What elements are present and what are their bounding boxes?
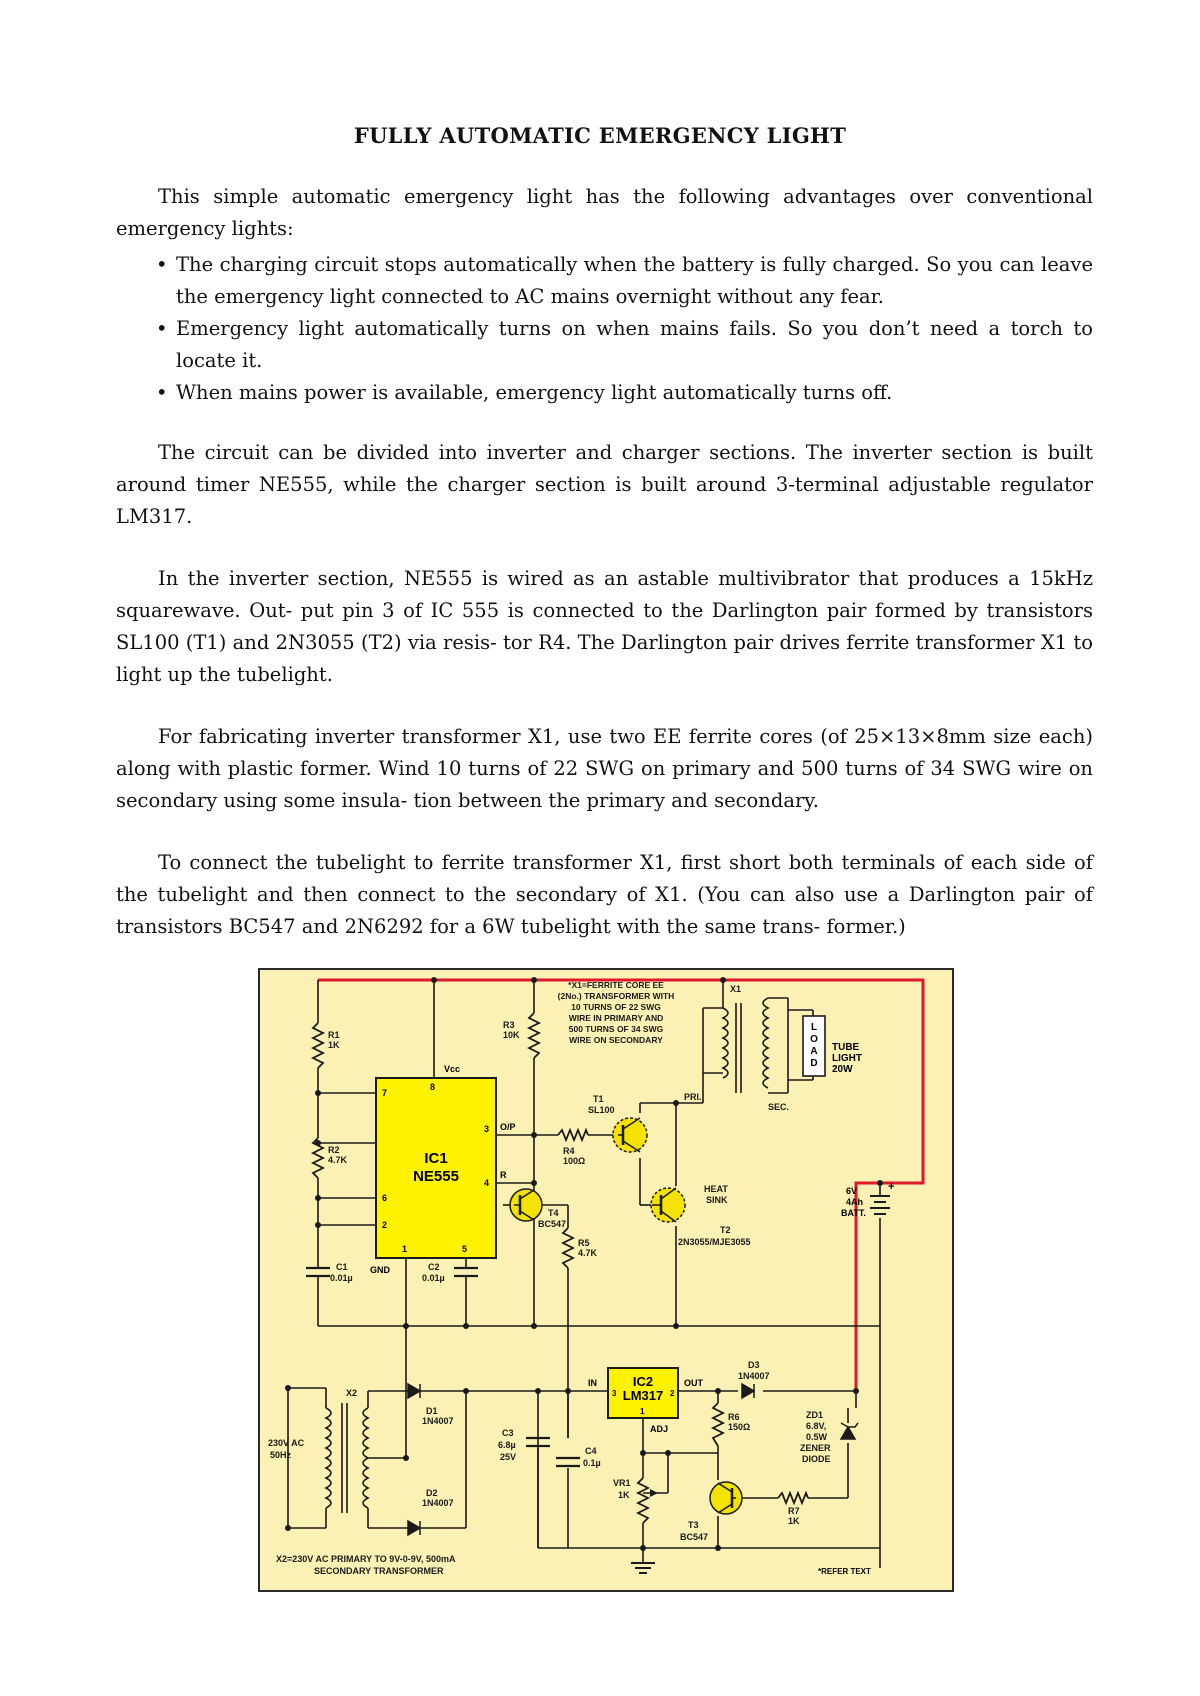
paragraph-inverter — [116, 563, 1093, 691]
d3-label: D3 — [748, 1360, 760, 1370]
ic1-pin-3: 3 — [484, 1124, 490, 1134]
zd1-spec: DIODE — [802, 1454, 831, 1464]
zd1-label: ZD1 — [806, 1410, 824, 1420]
x2-label: X2 — [346, 1388, 358, 1398]
zd1-spec: ZENER — [800, 1443, 831, 1453]
r6-value: 150Ω — [728, 1422, 751, 1432]
advantage-item: • The charging circuit stops automatically when the battery is fully charged. So you can leave the emergency light connected to AC mains overnight without any fear. — [116, 249, 1093, 313]
transistor-t1 — [613, 1118, 647, 1152]
ic2-pin-in: 3 — [612, 1389, 617, 1398]
zd1-spec: 6.8V, — [806, 1421, 827, 1431]
load-letter: A — [810, 1046, 818, 1057]
d1-label: D1 — [426, 1406, 438, 1416]
c2-label: C2 — [428, 1262, 440, 1272]
paragraph-transformer — [116, 721, 1093, 817]
r2-value: 4.7K — [328, 1155, 348, 1165]
ic2-out-label: OUT — [684, 1378, 703, 1388]
ic2-name: IC2 — [632, 1374, 654, 1389]
t2-heat-sink: SINK — [706, 1195, 728, 1205]
t3-part: BC547 — [680, 1532, 709, 1542]
tube-label: 20W — [832, 1064, 853, 1075]
r1-label: R1 — [328, 1030, 340, 1040]
d2-part: 1N4007 — [422, 1498, 454, 1508]
transistor-t3 — [710, 1482, 742, 1514]
c1-label: C1 — [336, 1262, 348, 1272]
r7-value: 1K — [788, 1516, 800, 1526]
ic2-pin-out: 2 — [670, 1389, 675, 1398]
ic1-gnd-label: GND — [370, 1265, 390, 1275]
mains-terminal — [285, 1525, 291, 1531]
tube-label: TUBE — [832, 1042, 860, 1053]
advantage-item: • When mains power is available, emergency light automatically turns off. — [116, 377, 1093, 409]
document-title: FULLY AUTOMATIC EMERGENCY LIGHT — [353, 123, 847, 148]
x1-pri-label: PRI. — [684, 1092, 702, 1102]
r4-value: 100Ω — [563, 1156, 586, 1166]
ic1-pin-8: 8 — [430, 1082, 436, 1092]
battery-label: 6V — [846, 1186, 858, 1196]
svg-text:10 TURNS OF 22 SWG: 10 TURNS OF 22 SWG — [571, 1002, 661, 1012]
svg-text:X2=230V AC PRIMARY TO 9V-0-9V,: X2=230V AC PRIMARY TO 9V-0-9V, 500mA — [276, 1554, 456, 1564]
paragraph-tubelight-text: To connect the tubelight to ferrite transformer X1, first short both terminals of each side of the tubelight and then connect to the secondary of X1. (You can also use a Darlington pair of transistors BC547 and 2N6292 for a 6W tubelight with the same trans- former.) — [116, 851, 1093, 938]
c3-voltage: 25V — [500, 1452, 517, 1462]
ic1-pin-2: 2 — [382, 1220, 388, 1230]
battery-label: BATT. — [841, 1208, 866, 1218]
mains-label: 230V AC — [268, 1438, 305, 1448]
mains-freq: 50Hz — [270, 1450, 292, 1460]
load-letter: L — [810, 1022, 818, 1033]
t4-label: T4 — [548, 1208, 559, 1218]
ic1-name: IC1 — [424, 1150, 448, 1167]
transistor-t2 — [651, 1188, 685, 1222]
tube-label: LIGHT — [832, 1053, 862, 1064]
svg-text:500 TURNS OF 34 SWG: 500 TURNS OF 34 SWG — [568, 1024, 664, 1034]
x1-note — [558, 980, 675, 1045]
r2-label: R2 — [328, 1145, 340, 1155]
c1-value: 0.01µ — [330, 1273, 353, 1283]
c3-label: C3 — [502, 1428, 514, 1438]
t3-label: T3 — [688, 1520, 699, 1530]
d3-part: 1N4007 — [738, 1371, 770, 1381]
schematic-svg — [258, 968, 954, 1592]
r1-value: 1K — [328, 1040, 340, 1050]
t1-part: SL100 — [588, 1105, 615, 1115]
svg-text:SECONDARY TRANSFORMER: SECONDARY TRANSFORMER — [314, 1566, 444, 1576]
r3-value: 10K — [503, 1030, 520, 1040]
ic1-pin-5: 5 — [462, 1244, 468, 1254]
load-letter: D — [810, 1058, 818, 1069]
c4-label: C4 — [585, 1446, 597, 1456]
t2-heat-sink: HEAT — [704, 1184, 728, 1194]
t4-part: BC547 — [538, 1219, 567, 1229]
svg-text:WIRE ON SECONDARY: WIRE ON SECONDARY — [569, 1035, 663, 1045]
c4-value: 0.1µ — [583, 1458, 601, 1468]
advantages-list — [116, 249, 1093, 409]
ic1-reset-label: R — [500, 1170, 507, 1180]
intro-block — [116, 181, 1093, 409]
t1-label: T1 — [593, 1094, 604, 1104]
paragraph-tubelight — [116, 847, 1093, 943]
svg-text:(2No.) TRANSFORMER WITH: (2No.) TRANSFORMER WITH — [557, 991, 675, 1001]
r6-label: R6 — [728, 1412, 740, 1422]
intro-paragraph: This simple automatic emergency light has the following advantages over conventional emergency lights: — [116, 185, 1093, 240]
refer-text-note: *REFER TEXT — [818, 1567, 871, 1576]
x1-label: X1 — [730, 984, 742, 994]
r3-label: R3 — [503, 1020, 515, 1030]
paragraph-inverter-text: In the inverter section, NE555 is wired as an astable multivibrator that produces a 15kHz squarewave. Out- put pin 3 of IC 555 is connected to the Darlington pair formed by transistors SL100 (T1) and 2N3055 (T2) via resis- tor R4. The Darlington pair drives ferrite transformer X1 to light up the tubelight. — [116, 567, 1093, 686]
r4-label: R4 — [563, 1146, 575, 1156]
circuit-schematic — [258, 968, 954, 1592]
r5-label: R5 — [578, 1238, 590, 1248]
battery-plus: + — [888, 1181, 895, 1193]
svg-text:WIRE IN PRIMARY AND: WIRE IN PRIMARY AND — [568, 1013, 664, 1023]
ic2-pin-adj: 1 — [640, 1407, 645, 1416]
zd1-spec: 0.5W — [806, 1432, 828, 1442]
ic1-pin-6: 6 — [382, 1193, 388, 1203]
ic1-output-label: O/P — [500, 1122, 516, 1132]
mains-terminal — [285, 1385, 291, 1391]
ic2-part: LM317 — [622, 1388, 664, 1403]
paragraph-sections-text: The circuit can be divided into inverter and charger sections. The inverter section is built around timer NE555, while the charger section is built around 3-terminal adjustable regulator LM317. — [116, 441, 1093, 528]
load-letter: O — [810, 1034, 818, 1045]
d2-label: D2 — [426, 1488, 438, 1498]
ic1-vcc-label: Vcc — [444, 1064, 461, 1074]
battery-label: 4Ah — [846, 1197, 864, 1207]
x1-sec-label: SEC. — [768, 1102, 790, 1112]
ic2-adj-label: ADJ — [650, 1424, 669, 1434]
vr1-value: 1K — [618, 1490, 630, 1500]
t2-part: 2N3055/MJE3055 — [678, 1237, 751, 1247]
svg-text:*X1=FERRITE CORE EE: *X1=FERRITE CORE EE — [568, 980, 664, 990]
ic1-pin-4: 4 — [484, 1178, 490, 1188]
vr1-label: VR1 — [613, 1478, 631, 1488]
ic1-pin-7: 7 — [382, 1088, 388, 1098]
c2-value: 0.01µ — [422, 1273, 445, 1283]
r5-value: 4.7K — [578, 1248, 598, 1258]
r7-label: R7 — [788, 1506, 800, 1516]
paragraph-transformer-text: For fabricating inverter transformer X1, use two EE ferrite cores (of 25×13×8mm size each) along with plastic former. Wind 10 turns of 22 SWG on primary and 500 turns of 34 SWG wire on secondary using some insula- tion between the primary and secondary. — [116, 725, 1093, 812]
transistor-t4 — [510, 1189, 542, 1221]
c3-value: 6.8µ — [498, 1440, 516, 1450]
advantage-item: • Emergency light automatically turns on when mains fails. So you don’t need a torch to locate it. — [116, 313, 1093, 377]
ic1-part: NE555 — [413, 1168, 459, 1185]
ic2-in-label: IN — [588, 1378, 597, 1388]
d1-part: 1N4007 — [422, 1416, 454, 1426]
paragraph-sections — [116, 437, 1093, 533]
ic1-pin-1: 1 — [402, 1244, 408, 1254]
t2-label: T2 — [720, 1225, 731, 1235]
